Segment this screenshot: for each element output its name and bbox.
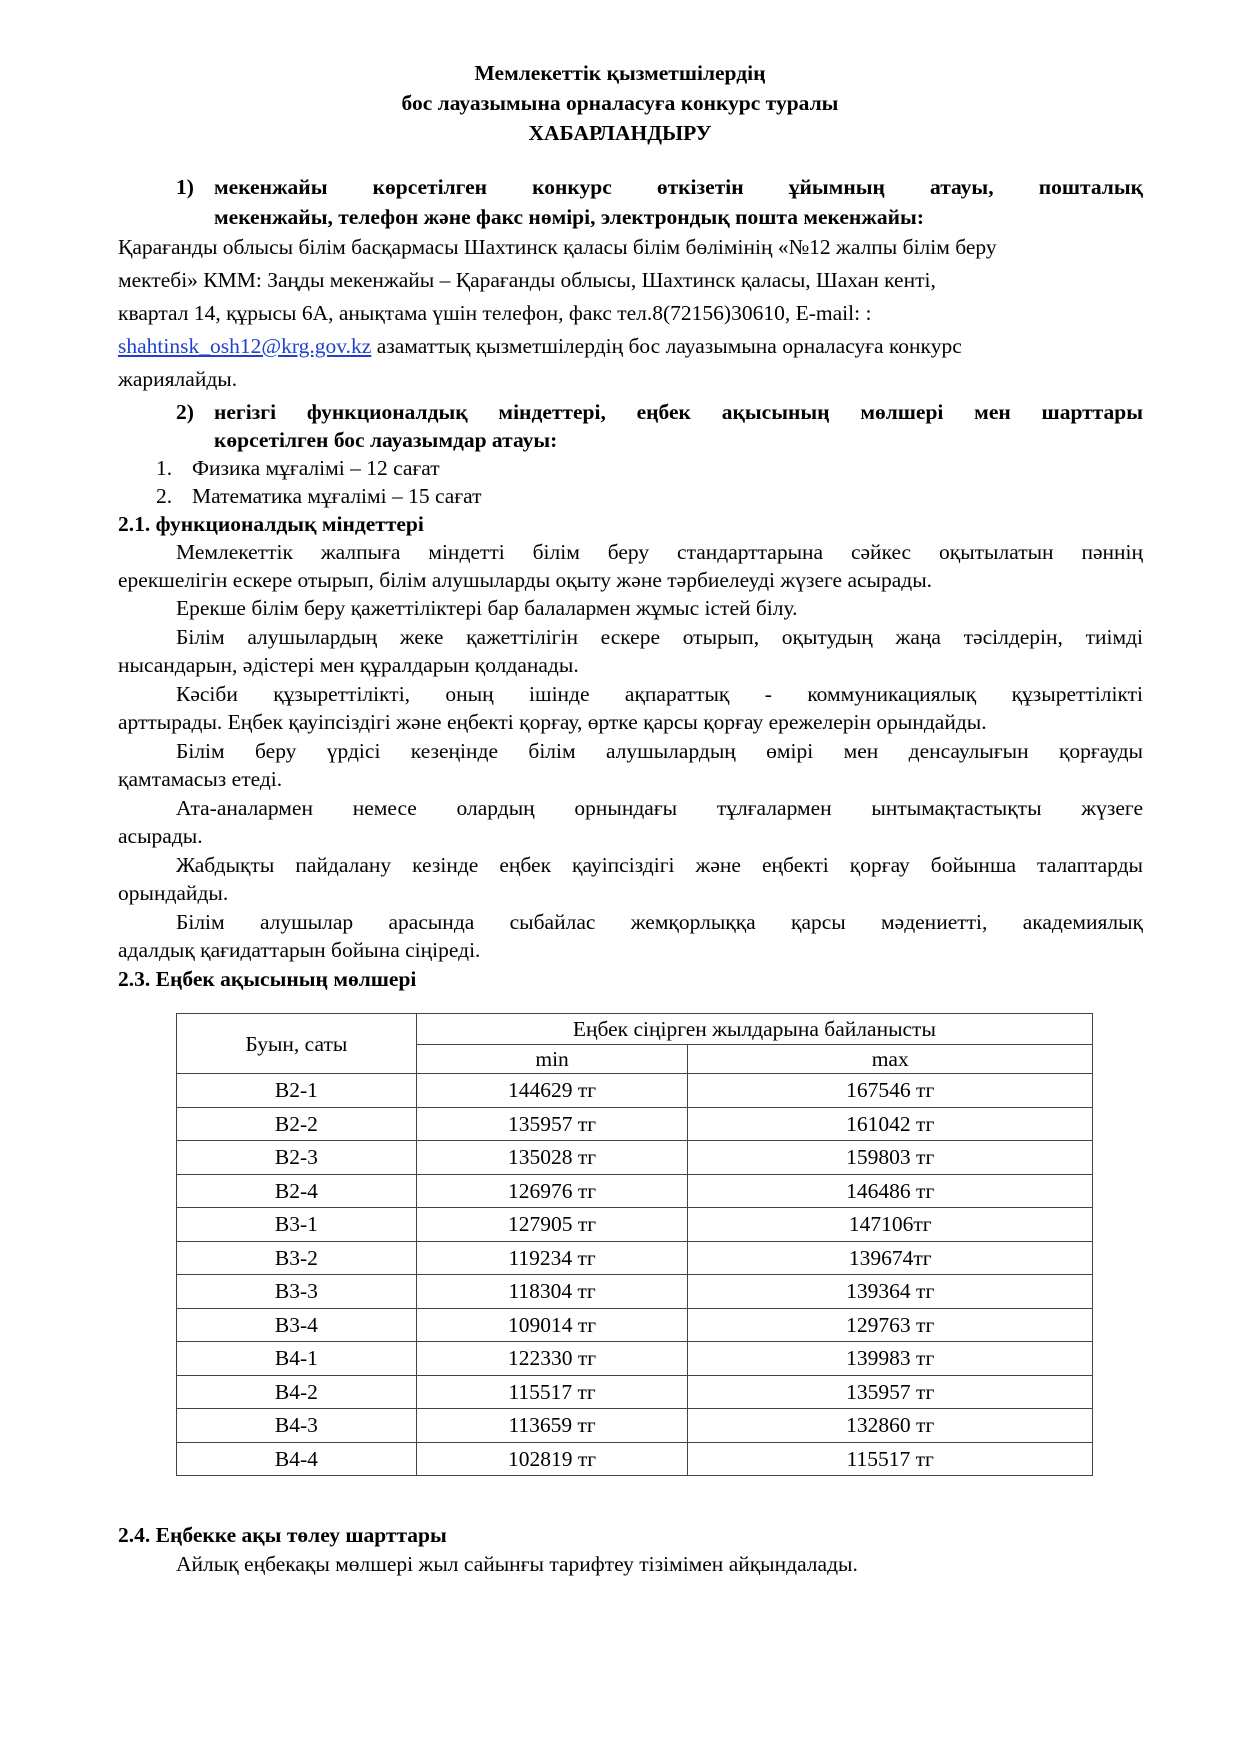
title-announcement: ХАБАРЛАНДЫРУ — [528, 121, 712, 145]
section23-heading: 2.3. Еңбек ақысының мөлшері — [118, 967, 417, 991]
table-row — [177, 1308, 1093, 1342]
cell-max: 135957 тг — [688, 1375, 1093, 1409]
cell-min: 122330 тг — [416, 1342, 688, 1376]
cell-grade: В3-2 — [177, 1241, 417, 1275]
cell-min: 127905 тг — [416, 1208, 688, 1242]
cell-max: 167546 тг — [688, 1074, 1093, 1108]
table-row — [177, 1174, 1093, 1208]
section2-number: 2) — [176, 400, 194, 424]
section1-body-line4 — [118, 331, 962, 361]
title-line-2: бос лауазымына орналасуға конкурс туралы — [401, 91, 839, 115]
duty-3-line2: нысандарын, әдістері мен құралдарын қолданады. — [118, 653, 579, 677]
cell-grade: В2-3 — [177, 1141, 417, 1175]
duty-6-line1: Ата-аналармен немесе олардың орнындағы тұлғалармен ынтымақтастықты жүзеге — [176, 796, 1143, 820]
position-item-1: Физика мұғалімі – 12 сағат — [192, 456, 440, 480]
col-header-group: Еңбек сіңірген жылдарына байланысты — [416, 1014, 1092, 1045]
duty-7-line1: Жабдықты пайдалану кезінде еңбек қауіпсіздігі және еңбекті қорғау бойынша талаптарды — [176, 853, 1143, 877]
cell-min: 135028 тг — [416, 1141, 688, 1175]
cell-grade: В4-3 — [177, 1409, 417, 1443]
cell-max: 159803 тг — [688, 1141, 1093, 1175]
duty-5-line2: қамтамасыз етеді. — [118, 767, 283, 791]
cell-max: 139983 тг — [688, 1342, 1093, 1376]
cell-min: 102819 тг — [416, 1442, 688, 1476]
cell-grade: В2-1 — [177, 1074, 417, 1108]
duty-5-line1: Білім беру үрдісі кезеңінде білім алушылардың өмірі мен денсаулығын қорғауды — [176, 739, 1143, 763]
section2-heading-line1: негізгі функционалдық міндеттері, еңбек ақысының мөлшері мен шарттары — [214, 400, 1143, 424]
table-row — [177, 1107, 1093, 1141]
section1-heading-line1: мекенжайы көрсетілген конкурс өткізетін ұйымның атауы, пошталық — [214, 175, 1143, 199]
table-row — [177, 1141, 1093, 1175]
cell-grade: В2-2 — [177, 1107, 417, 1141]
duty-4-line2: арттырады. Еңбек қауіпсіздігі және еңбекті қорғау, өртке қарсы қорғау ережелерін орындайды. — [118, 710, 987, 734]
table-row — [177, 1442, 1093, 1476]
duty-2-line1: Ерекше білім беру қажеттіліктері бар балалармен жұмыс істей білу. — [176, 596, 798, 620]
table-row — [177, 1409, 1093, 1443]
col-header-grade: Буын, саты — [177, 1014, 417, 1074]
cell-max: 147106тг — [688, 1208, 1093, 1242]
table-row — [177, 1074, 1093, 1108]
duty-1-line1: Мемлекеттік жалпыға міндетті білім беру стандарттарына сәйкес оқытылатын пәннің — [176, 540, 1143, 564]
cell-grade: В4-1 — [177, 1342, 417, 1376]
cell-max: 132860 тг — [688, 1409, 1093, 1443]
section1-heading-line2: мекенжайы, телефон және факс нөмірі, электрондық пошта мекенжайы: — [214, 205, 924, 229]
table-row — [177, 1241, 1093, 1275]
cell-max: 129763 тг — [688, 1308, 1093, 1342]
position-item-2: Математика мұғалімі – 15 сағат — [192, 484, 482, 508]
duty-7-line2: орындайды. — [118, 881, 229, 905]
table-row — [177, 1275, 1093, 1309]
col-header-min: min — [416, 1045, 688, 1074]
table-row — [177, 1342, 1093, 1376]
duty-8-line2: адалдық қағидаттарын бойына сіңіреді. — [118, 938, 481, 962]
cell-min: 119234 тг — [416, 1241, 688, 1275]
cell-min: 126976 тг — [416, 1174, 688, 1208]
cell-max: 161042 тг — [688, 1107, 1093, 1141]
duty-4-line1: Кәсіби құзыреттілікті, оның ішінде ақпараттық - коммуникациялық құзыреттілікті — [176, 682, 1143, 706]
cell-min: 135957 тг — [416, 1107, 688, 1141]
section1-body-line1: Қарағанды облысы білім басқармасы Шахтинск қаласы білім бөлімінің «№12 жалпы білім беру — [118, 235, 997, 259]
cell-grade: В3-4 — [177, 1308, 417, 1342]
cell-min: 144629 тг — [416, 1074, 688, 1108]
section24-heading: 2.4. Еңбекке ақы төлеу шарттары — [118, 1523, 447, 1547]
position-item-1-number: 1. — [156, 456, 173, 480]
section1-number: 1) — [176, 175, 194, 199]
section1-body-line4-text: азаматтық қызметшілердің бос лауазымына орналасуға конкурс — [371, 334, 962, 358]
position-item-2-number: 2. — [156, 484, 173, 508]
duty-6-line2: асырады. — [118, 824, 203, 848]
table-row — [177, 1208, 1093, 1242]
col-header-max: max — [688, 1045, 1093, 1074]
cell-max: 146486 тг — [688, 1174, 1093, 1208]
section1-body-line5: жариялайды. — [118, 367, 238, 391]
cell-min: 109014 тг — [416, 1308, 688, 1342]
cell-max: 139364 тг — [688, 1275, 1093, 1309]
table-row — [177, 1375, 1093, 1409]
salary-table — [176, 1013, 1093, 1476]
cell-grade: В2-4 — [177, 1174, 417, 1208]
title-line-1: Мемлекеттік қызметшілердің — [474, 61, 766, 85]
cell-min: 115517 тг — [416, 1375, 688, 1409]
section1-body-line2: мектебі» КММ: Заңды мекенжайы – Қарағанды облысы, Шахтинск қаласы, Шахан кенті, — [118, 268, 936, 292]
cell-grade: В3-3 — [177, 1275, 417, 1309]
section21-heading: 2.1. функционалдық міндеттері — [118, 512, 424, 536]
cell-grade: В4-4 — [177, 1442, 417, 1476]
section1-body-line3: квартал 14, құрысы 6А, анықтама үшін телефон, факс тел.8(72156)30610, E-mail: : — [118, 301, 872, 325]
duty-3-line1: Білім алушылардың жеке қажеттілігін ескере отырып, оқытудың жаңа тәсілдерін, тиімді — [176, 625, 1143, 649]
cell-min: 118304 тг — [416, 1275, 688, 1309]
cell-max: 115517 тг — [688, 1442, 1093, 1476]
cell-max: 139674тг — [688, 1241, 1093, 1275]
duty-8-line1: Білім алушылар арасында сыбайлас жемқорлыққа қарсы мәдениетті, академиялық — [176, 910, 1143, 934]
cell-grade: В4-2 — [177, 1375, 417, 1409]
section24-body: Айлық еңбекақы мөлшері жыл сайынғы тарифтеу тізімімен айқындалады. — [176, 1552, 858, 1576]
cell-grade: В3-1 — [177, 1208, 417, 1242]
section2-heading-line2: көрсетілген бос лауазымдар атауы: — [214, 428, 558, 452]
email-link[interactable]: shahtinsk_osh12@krg.gov.kz — [118, 334, 372, 358]
duty-1-line2: ерекшелігін ескере отырып, білім алушыларды оқыту және тәрбиелеуді жүзеге асырады. — [118, 568, 933, 592]
cell-min: 113659 тг — [416, 1409, 688, 1443]
